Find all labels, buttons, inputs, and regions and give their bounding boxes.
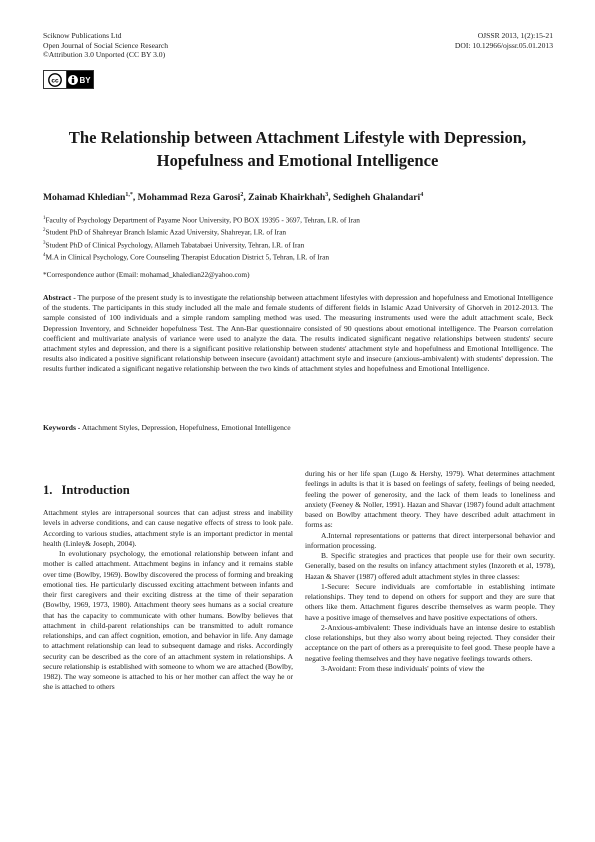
svg-text:cc: cc [51, 77, 59, 85]
author-affil-mark: 3 [325, 192, 329, 198]
section-title-text: Introduction [61, 483, 130, 497]
license-text: ©Attribution 3.0 Unported (CC BY 3.0) [43, 50, 166, 60]
affiliation-item: $^2$Student PhD of Shahreyar Branch Islamic Azad University, Shahreyar, I.R. of Iran [43, 227, 287, 237]
cc-by-icon [67, 71, 93, 88]
author-affil-mark: 1,* [125, 192, 133, 198]
abstract-label: Abstract - [43, 293, 76, 302]
paper-title [40, 126, 555, 172]
body-column-right [305, 469, 555, 674]
title-line-2: Hopefulness and Emotional Intelligence [156, 151, 439, 170]
section-number: 1. [43, 483, 53, 497]
author-name: Mohammad Reza Garosi [137, 192, 241, 204]
author-name: Mohamad Khledian [43, 192, 126, 204]
cc-license-badge [43, 70, 94, 89]
author-name: Sedigheh Ghalandari [333, 192, 421, 204]
affiliation-list [43, 213, 360, 263]
author-affil-mark: 4 [420, 192, 424, 198]
journal-name: Open Journal of Social Science Research [43, 40, 169, 50]
journal-header-left [43, 31, 168, 60]
cc-logo-icon [44, 71, 67, 88]
abstract [43, 293, 553, 375]
correspondence-note: *Correspondence author (Email: mohamad_khaledian22@yahoo.com) [43, 270, 250, 279]
title-line-1: The Relationship between Attachment Lifestyle with Depression, [68, 128, 527, 147]
author-affil-mark: 2 [240, 192, 244, 198]
keywords-label: Keywords - [43, 423, 81, 432]
body-paragraph: B. Specific strategies and practices that people use for their own security. Generally, based on the results on infancy attachment styles (Inzoreth et al, 1978), Hazan & Shaver (1987) offered adult attachment styles in three classes: [305, 551, 555, 581]
svg-text:BY: BY [79, 75, 91, 85]
affiliation-item: $^3$Student PhD of Clinical Psychology, Allameh Tabatabaei University, Tehran, I.R. of Iran [43, 240, 305, 250]
citation-info: OJSSR 2013, 1(2):15-21 [477, 31, 553, 40]
abstract-text: The purpose of the present study is to investigate the relationship between attachment lifestyles with depression and hopefulness and Emotional Intelligence of the students. The participants in this study included all the male and female students of different fields in Islamic Azad University of Ghorveh in 2012-2013. The sample consisted of 100 individuals and a simple random sampling method was used. The measuring instruments used were the adult attachment scale, Beck Depression Inventory, and Schneider hopefulness Test. The Ann-Bar questionnaire consisted of 90 questions about emotional intelligence. The Pearson correlation coefficient and multivariate analysis of variance were used to analyze the data. The results indicated significant negative relationships between students' secure attachment styles and depression, and there is a significant positive relationship between students' attachment style and hopefulness and Emotional Intelligence. The results also indicated a positive significant relationship between insecure (avoidant) attachment style and insecure (anxious-ambivalent) with students' depression. The results further indicated a significant negative relationship between the two kinds of attachment styles and hopefulness and Emotional Intelligence. [43, 293, 553, 374]
author-list: Mohamad Khledian$^{1,*}$, Mohammad Reza Garosi$^2$, Zainab Khairkhah$^3$, Sedigheh Ghalandari$^4$ [43, 192, 424, 204]
keywords [43, 423, 291, 432]
section-heading [43, 483, 130, 498]
doi-text: DOI: 10.12966/ojssr.05.01.2013 [454, 40, 553, 50]
body-paragraph: 1-Secure: Secure individuals are comfortable in establishing intimate relationships. They tend to depend on others for support and they are sure that others like them. Attachment figures describe themselves as warm people. They have a positive image of themselves and have positive expectations of others. [305, 581, 555, 622]
body-paragraph: Attachment styles are intrapersonal sources that can adjust stress and inability levels in adverse conditions, and can cause negative effects of stress to look pale. According to various studies, attachment style is an important predictor in mental health (Linley& Joseph, 2004). [43, 508, 293, 548]
body-paragraph: In evolutionary psychology, the emotional relationship between infant and mother is called attachment. Attachment begins in infancy and it remains stable over time (Bowlby, 1969). Bowlby discovered the process of forming and breaking emotional ties. He particularly discussed exciting attachment between infants and their first caregivers and their exciting distress at the time of their separation (Bowlby, 1969, 1973, 1980). Attachment theory sees humans as a social creature that has the capacity to communicate with other humans. Bowlby believes that attachment in child-parent relationships can be transmitted to adult romance relationships, and can affect cognition, emotion, and behavior in life. Any damage to attachment relationship can lead to subsequent damage and risks. Accordingly security can be described as the core of an attachment system in relationships. A secure relationship is established with someone to whom we are attached (Bowlby, 1982). The way someone is attached to his or her mother can affect the way he or she is attached to others [43, 549, 293, 692]
body-column-left [43, 508, 293, 693]
body-paragraph: during his or her life span (Lugo & Hershy, 1979). What determines attachment feelings in adults is that it is based on feelings of safety, feelings of being needed, feeling the power of generosity, and the lack of them leads to loneliness and anxiety (Feeney & Noller, 1991). Hazan and Shavar (1987) found adult attachment based on Bowlby attachment theory. They have described adult attachment in forms as: [305, 469, 555, 530]
affiliation-item: $^1$Faculty of Psychology Department of Payame Noor University, PO BOX 19395 - 3697, Tehran, I.R. of Iran [43, 215, 360, 225]
journal-header-right [455, 31, 553, 50]
affiliation-item: $^4$M.A in Clinical Psychology, Core Counseling Therapist Education District 5, Tehran, I.R. of Iran [43, 252, 329, 262]
body-paragraph: A.Internal representations or patterns that direct interpersonal behavior and information processing. [305, 530, 555, 550]
keywords-text: Attachment Styles, Depression, Hopefulness, Emotional Intelligence [81, 423, 291, 432]
publisher-name: Sciknow Publications Ltd [43, 31, 122, 40]
author-name: Zainab Khairkhah [248, 192, 326, 204]
body-paragraph: 3-Avoidant: From these individuals' points of view the [321, 663, 485, 673]
body-paragraph: 2-Anxious-ambivalent: These individuals have an intense desire to establish close relationships, but they also worry about being rejected. They consider their acceptance on the part of others as a prerequisite to feel good. These people have a negative feeling themselves and they have negative feelings towards others. [305, 622, 555, 663]
